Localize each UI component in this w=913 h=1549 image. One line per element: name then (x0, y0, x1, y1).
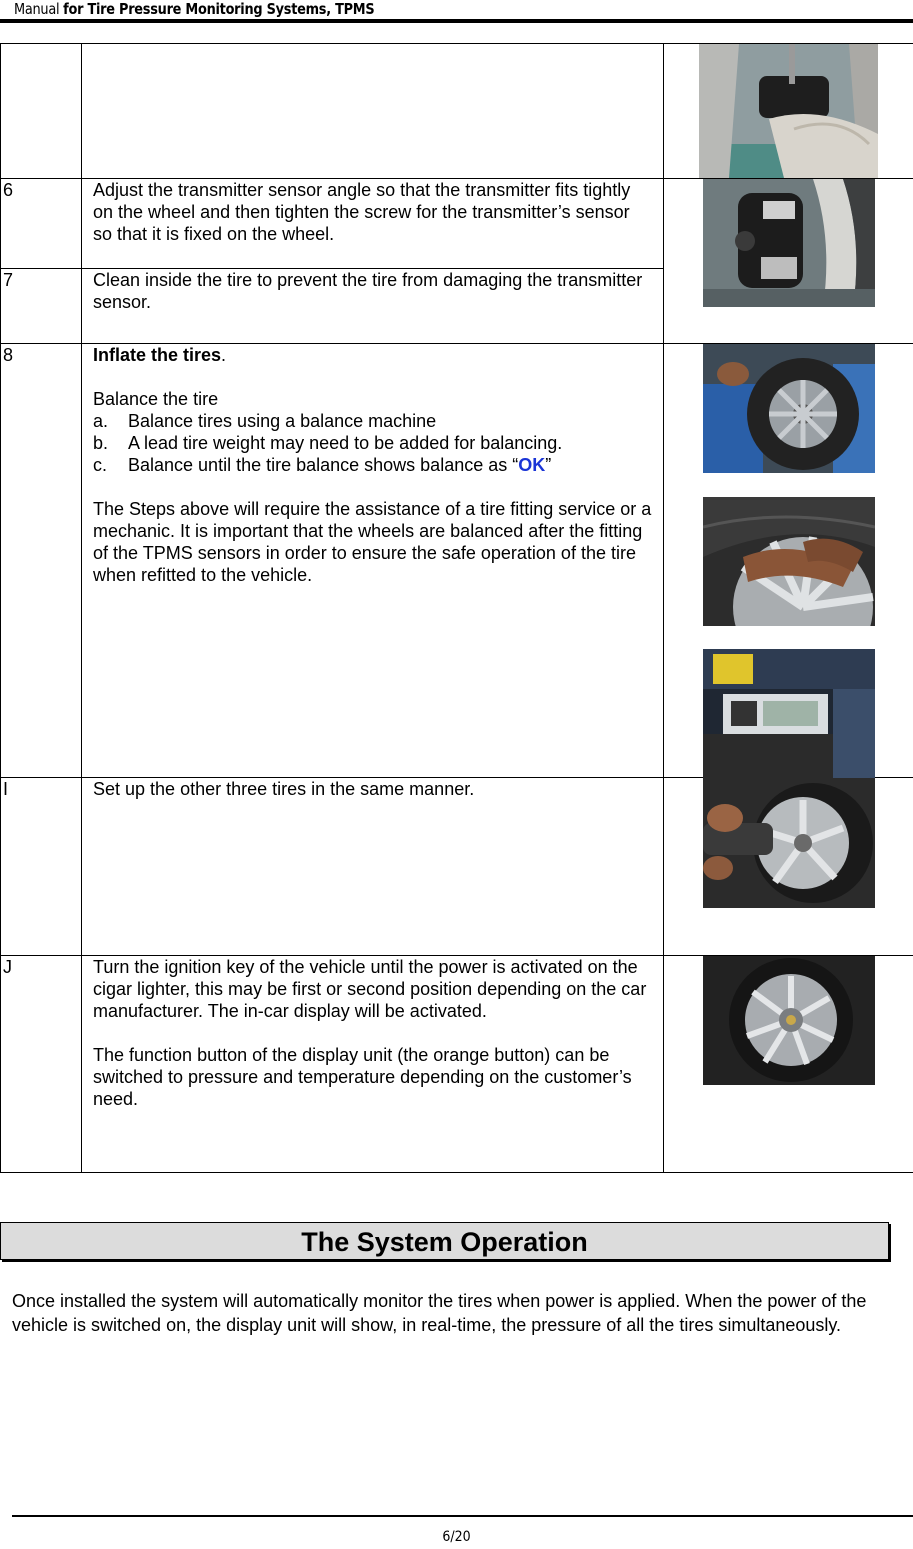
list-item: a. Balance tires using a balance machine (93, 411, 437, 431)
step-image-cell (664, 179, 913, 344)
steps-table (0, 43, 913, 1173)
balance-steps-list (93, 410, 653, 476)
step-description: Clean inside the tire to prevent the tire from damaging the transmitter sensor. (82, 269, 664, 344)
header-rule (0, 19, 913, 23)
table-row (1, 344, 913, 778)
lead-weight-photo (703, 497, 875, 626)
finished-wheel-photo (703, 956, 875, 1085)
balance-machine-photo (703, 344, 875, 473)
step-image-cell (664, 778, 913, 956)
table-row (1, 44, 913, 179)
header-prefix: Manual (14, 0, 60, 18)
step-description: Turn the ignition key of the vehicle until the power is activated on the cigar lighter, this may be first or second position depending on the car manufacturer. The in-car display will be activated. The function button of the display unit (the orange button) can be switched to pressure and temperature depending on the customer’s need. (82, 956, 664, 1173)
section-heading: The System Operation (0, 1222, 889, 1260)
step-note: The Steps above will require the assistance of a tire fitting service or a mechanic. It is important that the wheels are balanced after the fitting of the TPMS sensors in order to ensure the safe operation of the tire when refitted to the vehicle. (93, 499, 652, 585)
step-image-cell (664, 344, 913, 778)
step-subtitle: Balance the tire (93, 389, 219, 409)
step-description: Set up the other three tires in the same manner. (82, 778, 664, 956)
table-row (1, 179, 913, 269)
step-description (82, 44, 664, 179)
list-item: b. A lead tire weight may need to be added for balancing. (93, 433, 563, 453)
table-row (1, 956, 913, 1173)
balancer-display-photo (703, 649, 875, 778)
list-item: c. Balance until the tire balance shows balance as “OK” (93, 455, 552, 475)
footer-rule (12, 1515, 913, 1517)
transmitter-sensor-photo (703, 179, 875, 307)
step-description: Adjust the transmitter sensor angle so that the transmitter fits tightly on the wheel and then tighten the screw for the transmitter’s sensor so that it is fixed on the wheel. (82, 179, 664, 269)
table-row (1, 778, 913, 956)
page-number: 6/20 (442, 1529, 471, 1545)
step-description: Inflate the tires. Balance the tire a. Balance tires using a balance machine b. A lead tire weight may need to be added for balancing. c. Balance until the tire balance shows balance as “OK” The Steps above will require the assistance of a tire fitting service or a mechanic. It is important that the wheels are balanced after the fitting of the TPMS sensors in order to ensure the safe operation of the tire when refitted to the vehicle. (82, 344, 664, 778)
ok-indicator: OK (518, 455, 546, 475)
sensor-mounting-photo (699, 44, 878, 178)
document-header (14, 0, 374, 18)
step-number: 8 (1, 344, 82, 778)
header-title: for Tire Pressure Monitoring Systems, TPMS (63, 0, 375, 18)
step-number: 6 (1, 179, 82, 269)
impact-wrench-photo (703, 778, 875, 908)
step-image-cell (664, 44, 913, 179)
step-number (1, 44, 82, 179)
body-paragraph: Once installed the system will automatically monitor the tires when power is applied. When the power of the vehicle is switched on, the display unit will show, in real-time, the pressure of all the tires simultaneously. (12, 1291, 867, 1335)
step-number: J (1, 956, 82, 1173)
step-image-cell (664, 956, 913, 1173)
step-title: Inflate the tires (93, 345, 222, 365)
step-number: I (1, 778, 82, 956)
step-number: 7 (1, 269, 82, 344)
